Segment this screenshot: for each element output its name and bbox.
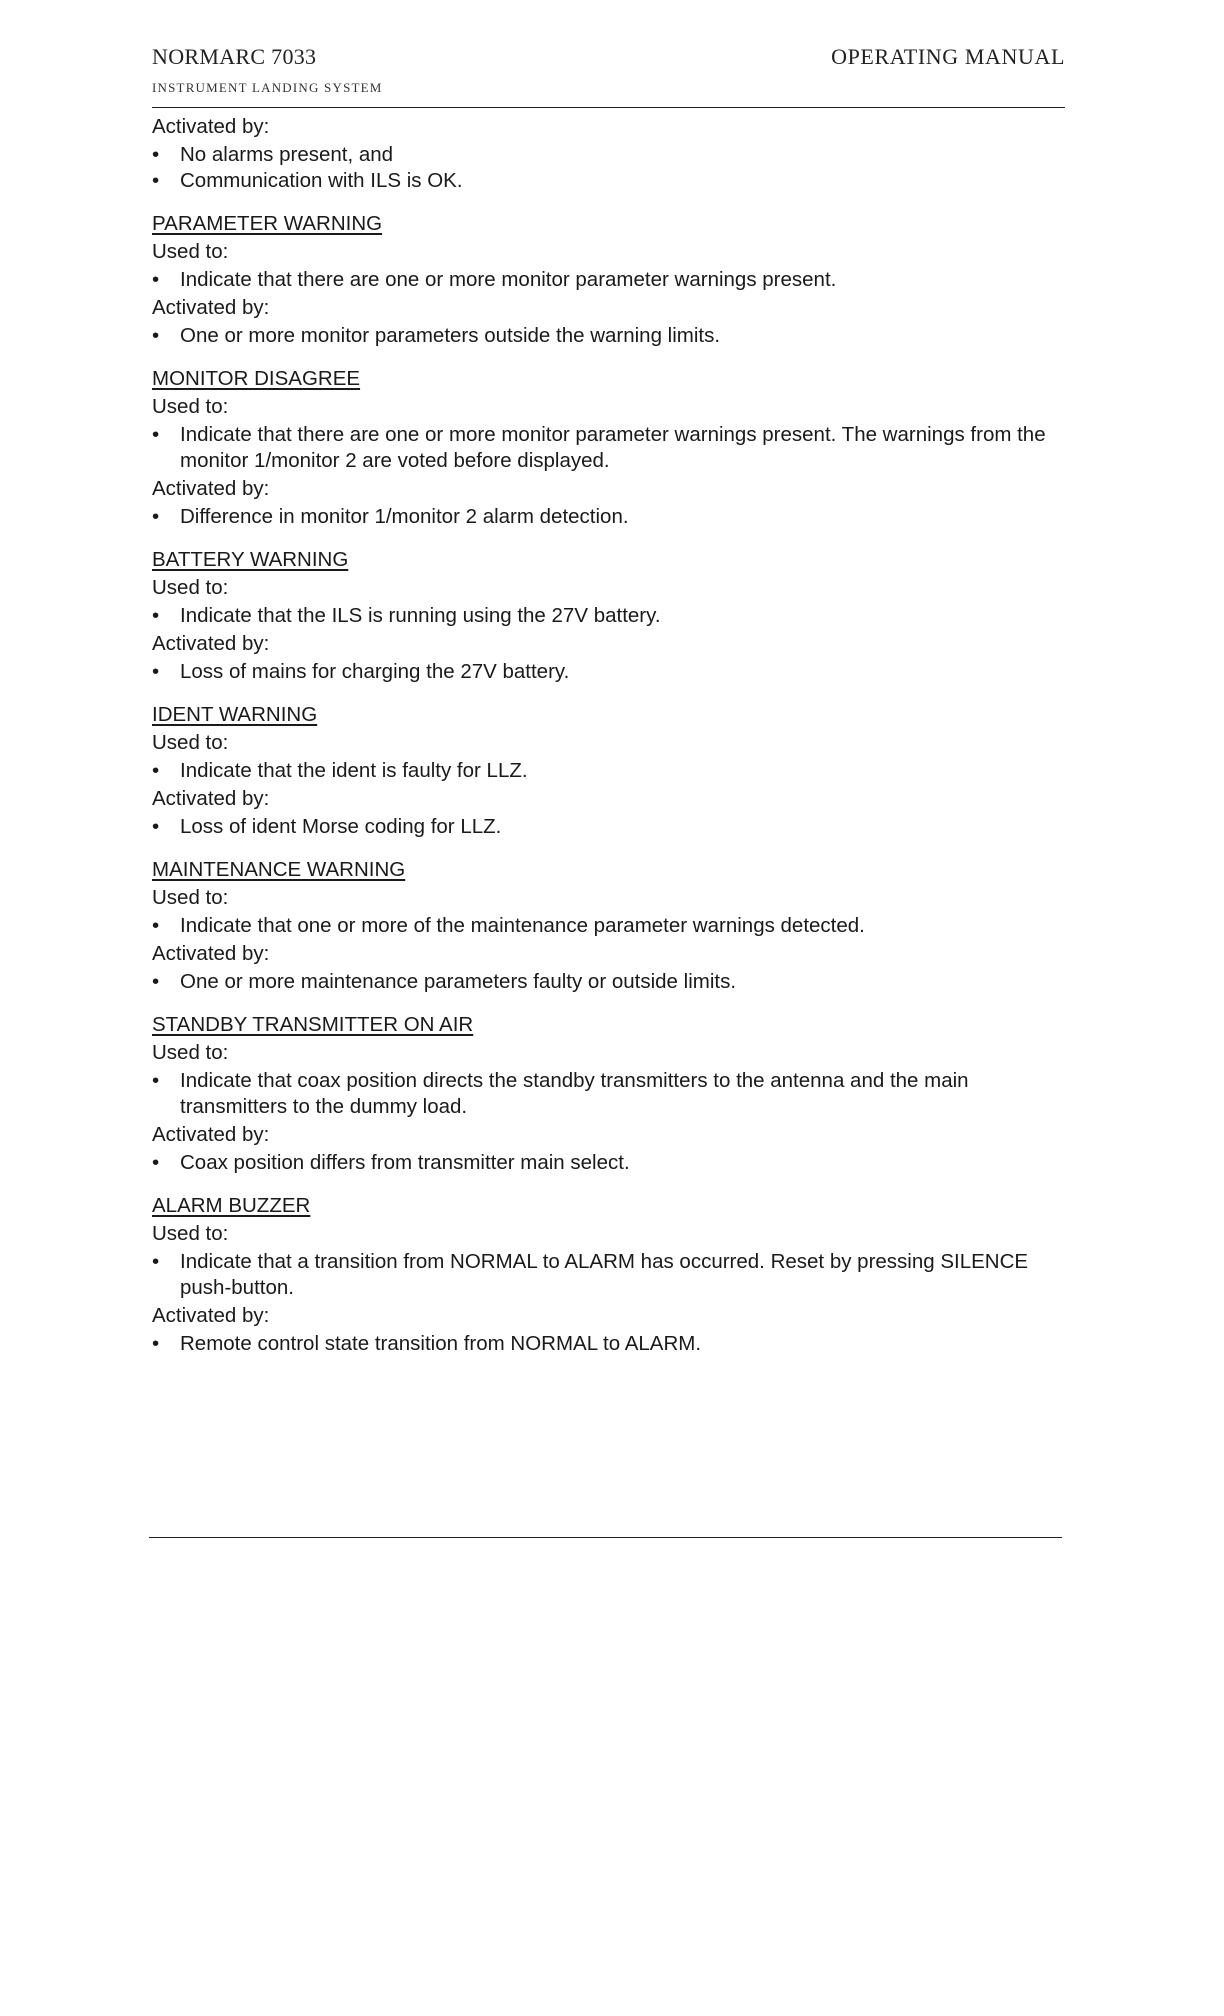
list-item-text: Coax position differs from transmitter main select. (180, 1151, 630, 1174)
list-item-text: One or more monitor parameters outside the warning limits. (180, 324, 721, 347)
section-heading: BATTERY WARNING (152, 548, 349, 571)
footer-rule (149, 1537, 1062, 1538)
list-item (152, 1068, 1052, 1120)
activated-by-label: Activated by: (152, 1123, 270, 1146)
used-to-label: Used to: (152, 395, 229, 418)
used-to-list (152, 1068, 1052, 1120)
document-brand: NORMARC 7033 (152, 44, 317, 69)
bullet-icon: • (152, 604, 160, 627)
used-to-list (152, 422, 1052, 474)
bullet-icon: • (152, 505, 160, 528)
list-item (152, 1249, 1052, 1301)
list-item-text: Indicate that the ILS is running using the 27V battery. (180, 604, 661, 627)
activated-by-label: Activated by: (152, 942, 270, 965)
bullet-icon: • (152, 1151, 160, 1174)
page-header (152, 44, 1065, 108)
used-to-label: Used to: (152, 886, 229, 909)
activated-by-list (152, 323, 1052, 349)
document-type: OPERATING MANUAL (831, 44, 1065, 69)
list-item-text: Remote control state transition from NORMAL to ALARM. (180, 1332, 702, 1355)
bullet-icon: • (152, 1332, 160, 1355)
list-item (152, 969, 1052, 995)
used-to-label: Used to: (152, 576, 229, 599)
bullet-icon: • (152, 970, 160, 993)
list-item (152, 1331, 1052, 1357)
list-item-text: Indicate that one or more of the maintenance parameter warnings detected. (180, 914, 865, 937)
bullet-icon: • (152, 268, 160, 291)
activated-by-label: Activated by: (152, 296, 270, 319)
used-to-list (152, 758, 1052, 784)
section-heading: ALARM BUZZER (152, 1194, 311, 1217)
activated-by-list (152, 142, 1052, 194)
section-heading: MAINTENANCE WARNING (152, 858, 406, 881)
list-item (152, 168, 1052, 194)
used-to-list (152, 913, 1052, 939)
bullet-icon: • (152, 1250, 160, 1273)
list-item (152, 142, 1052, 168)
section-heading: STANDBY TRANSMITTER ON AIR (152, 1013, 474, 1036)
bullet-icon: • (152, 660, 160, 683)
section-alarm-buzzer (152, 1193, 1052, 1357)
list-item (152, 814, 1052, 840)
used-to-label: Used to: (152, 1222, 229, 1245)
document-subtitle: INSTRUMENT LANDING SYSTEM (152, 80, 383, 95)
activated-by-label: Activated by: (152, 632, 270, 655)
list-item (152, 1150, 1052, 1176)
list-item-text: Communication with ILS is OK. (180, 169, 463, 192)
section-battery-warning (152, 547, 1052, 685)
list-item-text: Indicate that there are one or more monitor parameter warnings present. The warnings from the monitor 1/monitor 2 are voted before displayed. (180, 423, 1046, 472)
activated-by-list (152, 1150, 1052, 1176)
used-to-label: Used to: (152, 1041, 229, 1064)
bullet-icon: • (152, 423, 160, 446)
bullet-icon: • (152, 914, 160, 937)
bullet-icon: • (152, 324, 160, 347)
activated-by-list (152, 659, 1052, 685)
list-item-text: Indicate that coax position directs the standby transmitters to the antenna and the main transmitters to the dummy load. (180, 1069, 969, 1118)
list-item-text: Indicate that there are one or more monitor parameter warnings present. (180, 268, 837, 291)
activated-by-label: Activated by: (152, 115, 270, 138)
activated-by-label: Activated by: (152, 477, 270, 500)
used-to-list (152, 1249, 1052, 1301)
list-item-text: Difference in monitor 1/monitor 2 alarm detection. (180, 505, 629, 528)
used-to-label: Used to: (152, 731, 229, 754)
section-maintenance-warning (152, 857, 1052, 995)
bullet-icon: • (152, 169, 160, 192)
page-content (152, 114, 1052, 1359)
activated-by-label: Activated by: (152, 1304, 270, 1327)
list-item-text: Loss of mains for charging the 27V battery. (180, 660, 570, 683)
bullet-icon: • (152, 759, 160, 782)
list-item-text: Loss of ident Morse coding for LLZ. (180, 815, 502, 838)
list-item (152, 323, 1052, 349)
activated-by-list (152, 1331, 1052, 1357)
list-item (152, 267, 1052, 293)
list-item-text: Indicate that a transition from NORMAL to ALARM has occurred. Reset by pressing SILENCE push-button. (180, 1250, 1029, 1299)
list-item (152, 422, 1052, 474)
used-to-list (152, 603, 1052, 629)
activated-by-list (152, 504, 1052, 530)
list-item-text: Indicate that the ident is faulty for LLZ. (180, 759, 528, 782)
section-heading: MONITOR DISAGREE (152, 367, 361, 390)
section-heading: IDENT WARNING (152, 703, 318, 726)
list-item (152, 504, 1052, 530)
intro-block (152, 114, 1052, 194)
activated-by-list (152, 814, 1052, 840)
list-item (152, 659, 1052, 685)
section-heading: PARAMETER WARNING (152, 212, 383, 235)
used-to-list (152, 267, 1052, 293)
bullet-icon: • (152, 143, 160, 166)
section-standby-transmitter-on-air (152, 1012, 1052, 1176)
list-item-text: One or more maintenance parameters faulty or outside limits. (180, 970, 737, 993)
list-item-text: No alarms present, and (180, 143, 394, 166)
list-item (152, 603, 1052, 629)
sections-container (152, 211, 1052, 1357)
bullet-icon: • (152, 1069, 160, 1092)
section-ident-warning (152, 702, 1052, 840)
activated-by-label: Activated by: (152, 787, 270, 810)
bullet-icon: • (152, 815, 160, 838)
activated-by-list (152, 969, 1052, 995)
list-item (152, 913, 1052, 939)
section-monitor-disagree (152, 366, 1052, 530)
list-item (152, 758, 1052, 784)
used-to-label: Used to: (152, 240, 229, 263)
section-parameter-warning (152, 211, 1052, 349)
